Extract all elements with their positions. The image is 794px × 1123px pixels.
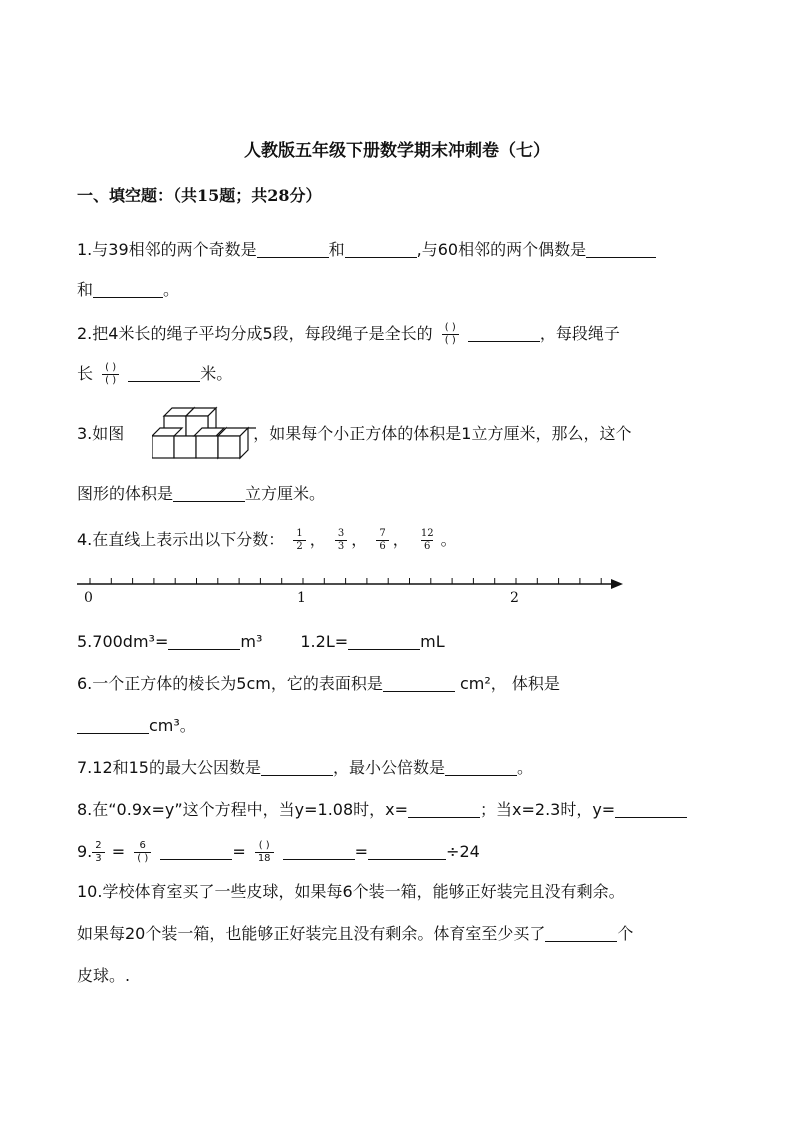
answer-blank[interactable] <box>586 241 656 258</box>
answer-blank[interactable] <box>615 801 687 818</box>
section-heading: 一、填空题：（共15题；共28分） <box>77 186 322 205</box>
fraction: $\frac{1}{2}$ <box>293 528 305 553</box>
answer-blank[interactable] <box>545 925 617 942</box>
cube-stack-figure <box>152 404 264 462</box>
answer-blank[interactable] <box>168 633 240 650</box>
question-10-text: 皮球。. <box>77 966 131 985</box>
answer-blank[interactable] <box>283 843 355 860</box>
answer-blank[interactable] <box>348 633 420 650</box>
question-6 <box>77 674 560 694</box>
question-6-text: 6.一个正方体的棱长为5cm，它的表面积是 <box>77 674 383 693</box>
question-2-text: 2.把4米长的绳子平均分成5段，每段绳子是全长的 <box>77 324 433 343</box>
question-5-text: m³ <box>240 632 263 651</box>
fraction: $\frac{12}{6}$ <box>420 528 434 552</box>
question-1 <box>77 240 656 260</box>
answer-blank[interactable] <box>173 485 245 502</box>
answer-blank[interactable] <box>261 759 333 776</box>
answer-blank[interactable] <box>383 675 455 692</box>
question-7-text: 7.12和15的最大公因数是 <box>77 758 261 777</box>
question-10-text: 个 <box>617 924 634 943</box>
question-10 <box>77 882 625 902</box>
fraction-blank: $\frac{( )}{( )}$ <box>442 322 459 347</box>
question-8-text: 8.在“0.9x=y”这个方程中，当y=1.08时，x= <box>77 800 409 819</box>
page-title: 人教版五年级下册数学期末冲刺卷（七） <box>244 141 550 161</box>
question-5-text: 1.2L= <box>300 632 349 651</box>
question-6-cont <box>77 716 196 736</box>
question-3-text: 立方厘米。 <box>245 484 326 503</box>
question-7-text: ，最小公倍数是 <box>333 758 446 777</box>
answer-blank[interactable] <box>93 281 163 298</box>
question-7-text: 。 <box>517 758 534 777</box>
number-line-axis <box>75 574 635 594</box>
answer-blank[interactable] <box>128 365 200 382</box>
question-1-text: 和 <box>77 280 94 299</box>
axis-label-1: 1 <box>297 590 306 606</box>
question-5 <box>77 632 445 652</box>
question-4-text: 4.在直线上表示出以下分数： <box>77 530 285 549</box>
question-10-text: 如果每20个装一箱，也能够正好装完且没有剩余。体育室至少买了 <box>77 924 546 943</box>
fraction-blank: $\frac{6}{( )}$ <box>134 840 151 865</box>
question-1-text: 。 <box>163 280 180 299</box>
question-5-text: mL <box>420 632 445 651</box>
axis-label-2: 2 <box>510 590 519 606</box>
answer-blank[interactable] <box>468 325 540 342</box>
fraction: $\frac{7}{6}$ <box>376 528 388 553</box>
question-8-text: ；当x=2.3时，y= <box>480 800 616 819</box>
question-10-cont <box>77 966 130 986</box>
question-3-cont <box>77 484 325 504</box>
question-10-text: 10.学校体育室买了一些皮球，如果每6个装一箱，能够正好装完且没有剩余。 <box>77 882 625 901</box>
axis-label-0: 0 <box>84 590 93 606</box>
question-1-text: 1.与39相邻的两个奇数是 <box>77 240 257 259</box>
question-9: 9. $\frac{2}{3}$ = $\frac{6}{( )}$ = $\frac{( )}{18}$ = ÷24 <box>77 840 480 864</box>
question-2-text: 米。 <box>200 364 233 383</box>
answer-blank[interactable] <box>408 801 480 818</box>
question-2 <box>77 322 620 347</box>
fraction: $\frac{3}{3}$ <box>335 528 347 553</box>
question-6-text: cm³。 <box>149 716 196 735</box>
fraction-blank: $\frac{( )}{( )}$ <box>102 362 119 387</box>
question-6-text: ， 体积是 <box>490 674 560 693</box>
question-3-text: 3.如图 <box>77 424 125 443</box>
question-1-text: ,与60相邻的两个偶数是 <box>416 240 587 259</box>
answer-blank[interactable] <box>77 717 149 734</box>
answer-blank[interactable] <box>160 843 232 860</box>
question-8 <box>77 800 687 820</box>
answer-blank[interactable] <box>445 759 517 776</box>
question-9-text: 9. <box>77 842 93 861</box>
question-2-cont <box>77 362 232 387</box>
question-5-text: 5.700dm³= <box>77 632 169 651</box>
question-3-text: 图形的体积是 <box>77 484 174 503</box>
answer-blank[interactable] <box>368 843 446 860</box>
question-3-text: ，如果每个小正方体的体积是1立方厘米，那么，这个 <box>253 424 632 443</box>
number-line <box>75 574 635 610</box>
question-4: 4.在直线上表示出以下分数： $\frac{1}{2}$ ， $\frac{3}{3}$ ， $\frac{7}{6}$ ， $\frac{12}{6}$ 。 <box>77 528 457 552</box>
question-1-text: 和 <box>328 240 345 259</box>
question-10-cont <box>77 924 633 944</box>
fraction-blank: $\frac{( )}{18}$ <box>255 840 274 865</box>
question-2-text: ，每段绳子 <box>539 324 620 343</box>
fraction: $\frac{2}{3}$ <box>92 840 104 865</box>
answer-blank[interactable] <box>257 241 329 258</box>
question-7 <box>77 758 533 778</box>
answer-blank[interactable] <box>345 241 417 258</box>
question-6-text: cm² <box>459 674 491 693</box>
question-2-text: 长 <box>77 364 94 383</box>
question-1-cont <box>77 280 179 300</box>
